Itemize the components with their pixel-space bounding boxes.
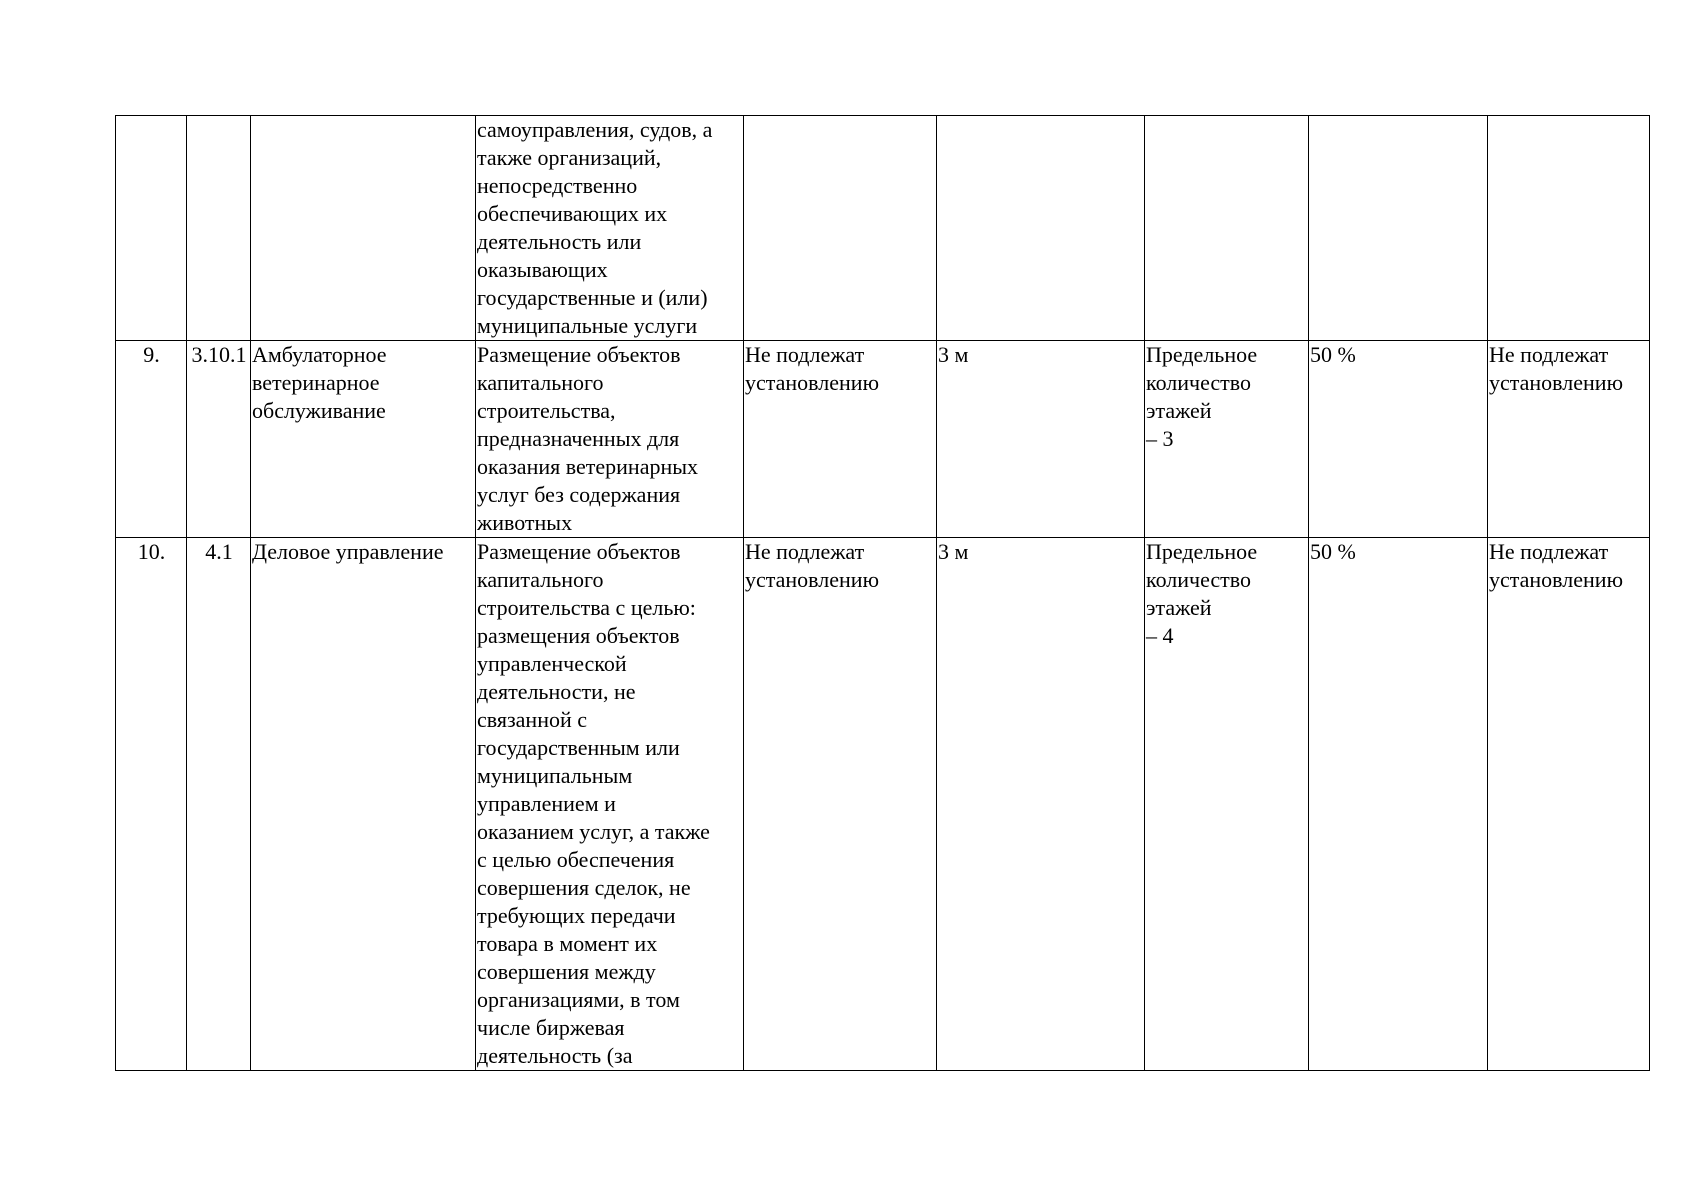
row-number: 9. [116, 341, 187, 538]
row-number: 10. [116, 538, 187, 1071]
floors: Предельное количество этажей – 4 [1145, 538, 1309, 1071]
setback: 3 м [937, 341, 1145, 538]
coverage: 50 % [1309, 341, 1488, 538]
plot-size [744, 116, 937, 341]
use-description: Размещение объектов капитального строительства, предназначенных для оказания ветеринарных услуг без содержания животных [476, 341, 744, 538]
plot-size: Не подлежат установлению [744, 538, 937, 1071]
use-code: 4.1 [187, 538, 251, 1071]
plot-size: Не подлежат установлению [744, 341, 937, 538]
floors [1145, 116, 1309, 341]
use-code [187, 116, 251, 341]
table-row [116, 538, 1650, 1071]
restrictions: Не подлежат установлению [1488, 538, 1650, 1071]
setback: 3 м [937, 538, 1145, 1071]
setback [937, 116, 1145, 341]
restrictions: Не подлежат установлению [1488, 341, 1650, 538]
use-name: Амбулаторное ветеринарное обслуживание [251, 341, 476, 538]
floors: Предельное количество этажей – 3 [1145, 341, 1309, 538]
coverage [1309, 116, 1488, 341]
coverage: 50 % [1309, 538, 1488, 1071]
table-row [116, 341, 1650, 538]
use-name [251, 116, 476, 341]
table-row [116, 116, 1650, 341]
use-code: 3.10.1 [187, 341, 251, 538]
use-description: самоуправления, судов, а также организаций, непосредственно обеспечивающих их деятельность или оказывающих государственные и (или) муниципальные услуги [476, 116, 744, 341]
row-number [116, 116, 187, 341]
restrictions [1488, 116, 1650, 341]
use-name: Деловое управление [251, 538, 476, 1071]
use-description: Размещение объектов капитального строительства с целью: размещения объектов управленческой деятельности, не связанной с государственным или муниципальным управлением и оказанием услуг, а также с целью обеспечения совершения сделок, не требующих передачи товара в момент их совершения между организациями, в том числе биржевая деятельность (за [476, 538, 744, 1071]
land-use-table [115, 115, 1650, 1071]
